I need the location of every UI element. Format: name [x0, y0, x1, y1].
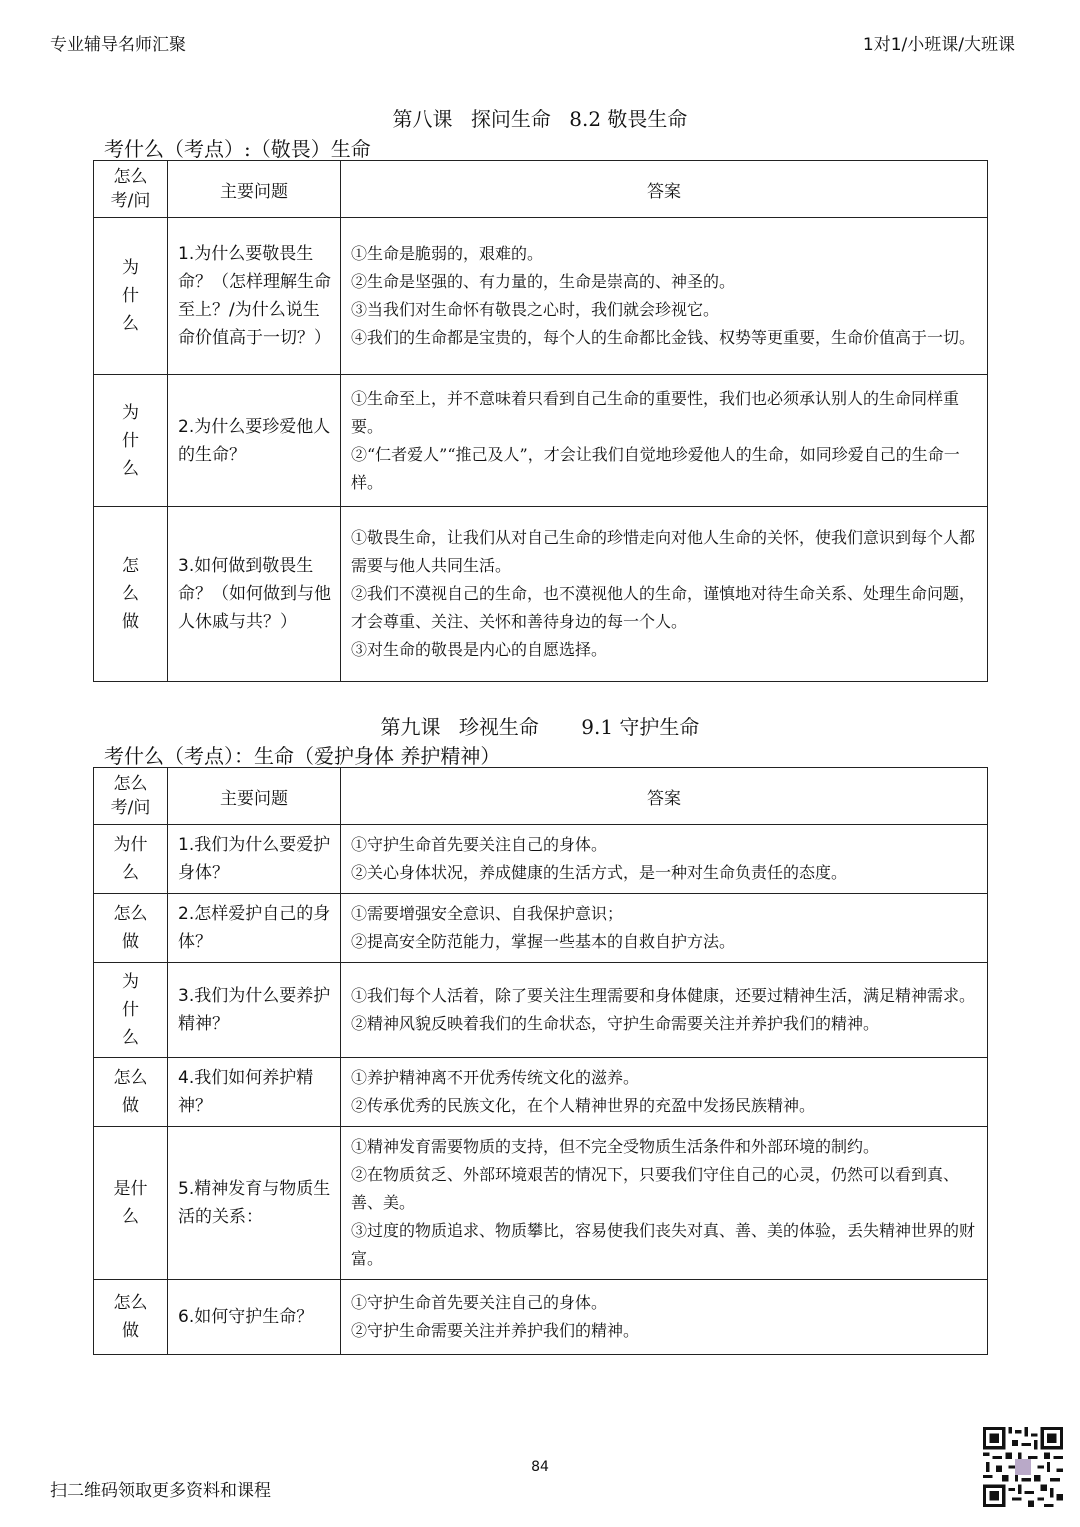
table-row	[94, 218, 988, 375]
row-type: 怎么做	[94, 1058, 168, 1127]
footer-left-text: 扫二维码领取更多资料和课程	[50, 1481, 271, 1501]
row-answer: ①需要增强安全意识、自我保护意识； ②提高安全防范能力，掌握一些基本的自救自护方法。	[341, 894, 988, 963]
row-type: 怎么做	[94, 507, 168, 682]
row-answer: ①守护生命首先要关注自己的身体。 ②守护生命需要关注并养护我们的精神。	[341, 1280, 988, 1355]
table-row	[94, 1280, 988, 1355]
row-question: 1.我们为什么要爱护身体？	[168, 825, 341, 894]
header-right-text: 1对1/小班课/大班课	[862, 35, 1015, 55]
row-type: 是什么	[94, 1127, 168, 1280]
col-header-type: 怎么考/问	[94, 768, 168, 825]
row-question: 3.我们为什么要养护精神？	[168, 963, 341, 1058]
section2-table	[93, 767, 988, 1355]
table-row	[94, 375, 988, 507]
section2-title	[0, 711, 1080, 740]
row-question: 4.我们如何养护精神？	[168, 1058, 341, 1127]
row-answer: ①生命是脆弱的，艰难的。 ②生命是坚强的、有力量的，生命是崇高的、神圣的。 ③当我们对生命怀有敬畏之心时，我们就会珍视它。 ④我们的生命都是宝贵的，每个人的生命都比金钱、权势等更重要，生命价值高于一切。	[341, 218, 988, 375]
section2-lesson: 第九课	[380, 715, 441, 739]
row-type: 怎么做	[94, 894, 168, 963]
section1-name: 探问生命	[470, 107, 551, 131]
page-number: 84	[531, 1459, 549, 1475]
row-question: 1.为什么要敬畏生命？（怎样理解生命至上？/为什么说生命价值高于一切？）	[168, 218, 341, 375]
section1-table	[93, 160, 988, 682]
table-row	[94, 825, 988, 894]
row-type: 为什么	[94, 218, 168, 375]
row-question: 6.如何守护生命？	[168, 1280, 341, 1355]
qr-code-icon[interactable]	[983, 1427, 1063, 1507]
col-header-type: 怎么考/问	[94, 161, 168, 218]
header-left-text: 专业辅导名师汇聚	[50, 35, 186, 55]
row-answer: ①精神发育需要物质的支持，但不完全受物质生活条件和外部环境的制约。 ②在物质贫乏、外部环境艰苦的情况下，只要我们守住自己的心灵，仍然可以看到真、善、美。 ③过度的物质追求、物质攀比，容易使我们丧失对真、善、美的体验，丢失精神世界的财富。	[341, 1127, 988, 1280]
col-header-question: 主要问题	[168, 768, 341, 825]
row-type: 为什么	[94, 963, 168, 1058]
row-type: 为什么	[94, 375, 168, 507]
section2-sub: 9.1 守护生命	[581, 715, 700, 739]
table-row	[94, 507, 988, 682]
section2-name: 珍视生命	[458, 715, 539, 739]
row-type: 怎么做	[94, 1280, 168, 1355]
table-row	[94, 1058, 988, 1127]
row-answer: ①养护精神离不开优秀传统文化的滋养。 ②传承优秀的民族文化，在个人精神世界的充盈中发扬民族精神。	[341, 1058, 988, 1127]
row-question: 3.如何做到敬畏生命？（如何做到与他人休戚与共？）	[168, 507, 341, 682]
col-header-answer: 答案	[341, 161, 988, 218]
table-row	[94, 963, 988, 1058]
table-row	[94, 894, 988, 963]
section2-subtitle: 考什么（考点）：生命（爱护身体 养护精神）	[104, 744, 501, 768]
section1-lesson: 第八课	[392, 107, 453, 131]
section1-sub: 8.2 敬畏生命	[569, 107, 688, 131]
table-header-row	[94, 768, 988, 825]
section1-title	[0, 103, 1080, 132]
row-answer: ①敬畏生命，让我们从对自己生命的珍惜走向对他人生命的关怀，使我们意识到每个人都需要与他人共同生活。 ②我们不漠视自己的生命，也不漠视他人的生命，谨慎地对待生命关系、处理生命问题，才会尊重、关注、关怀和善待身边的每一个人。 ③对生命的敬畏是内心的自愿选择。	[341, 507, 988, 682]
table-header-row	[94, 161, 988, 218]
row-type: 为什么	[94, 825, 168, 894]
row-answer: ①我们每个人活着，除了要关注生理需要和身体健康，还要过精神生活，满足精神需求。 ②精神风貌反映着我们的生命状态，守护生命需要关注并养护我们的精神。	[341, 963, 988, 1058]
row-question: 5.精神发育与物质生活的关系：	[168, 1127, 341, 1280]
row-question: 2.怎样爱护自己的身体？	[168, 894, 341, 963]
row-answer: ①生命至上，并不意味着只看到自己生命的重要性，我们也必须承认别人的生命同样重要。 ②“仁者爱人”“推己及人”，才会让我们自觉地珍爱他人的生命，如同珍爱自己的生命一样。	[341, 375, 988, 507]
table-row	[94, 1127, 988, 1280]
col-header-question: 主要问题	[168, 161, 341, 218]
section1-subtitle: 考什么（考点）:（敬畏）生命	[104, 137, 371, 161]
col-header-answer: 答案	[341, 768, 988, 825]
row-question: 2.为什么要珍爱他人的生命？	[168, 375, 341, 507]
row-answer: ①守护生命首先要关注自己的身体。 ②关心身体状况，养成健康的生活方式，是一种对生命负责任的态度。	[341, 825, 988, 894]
